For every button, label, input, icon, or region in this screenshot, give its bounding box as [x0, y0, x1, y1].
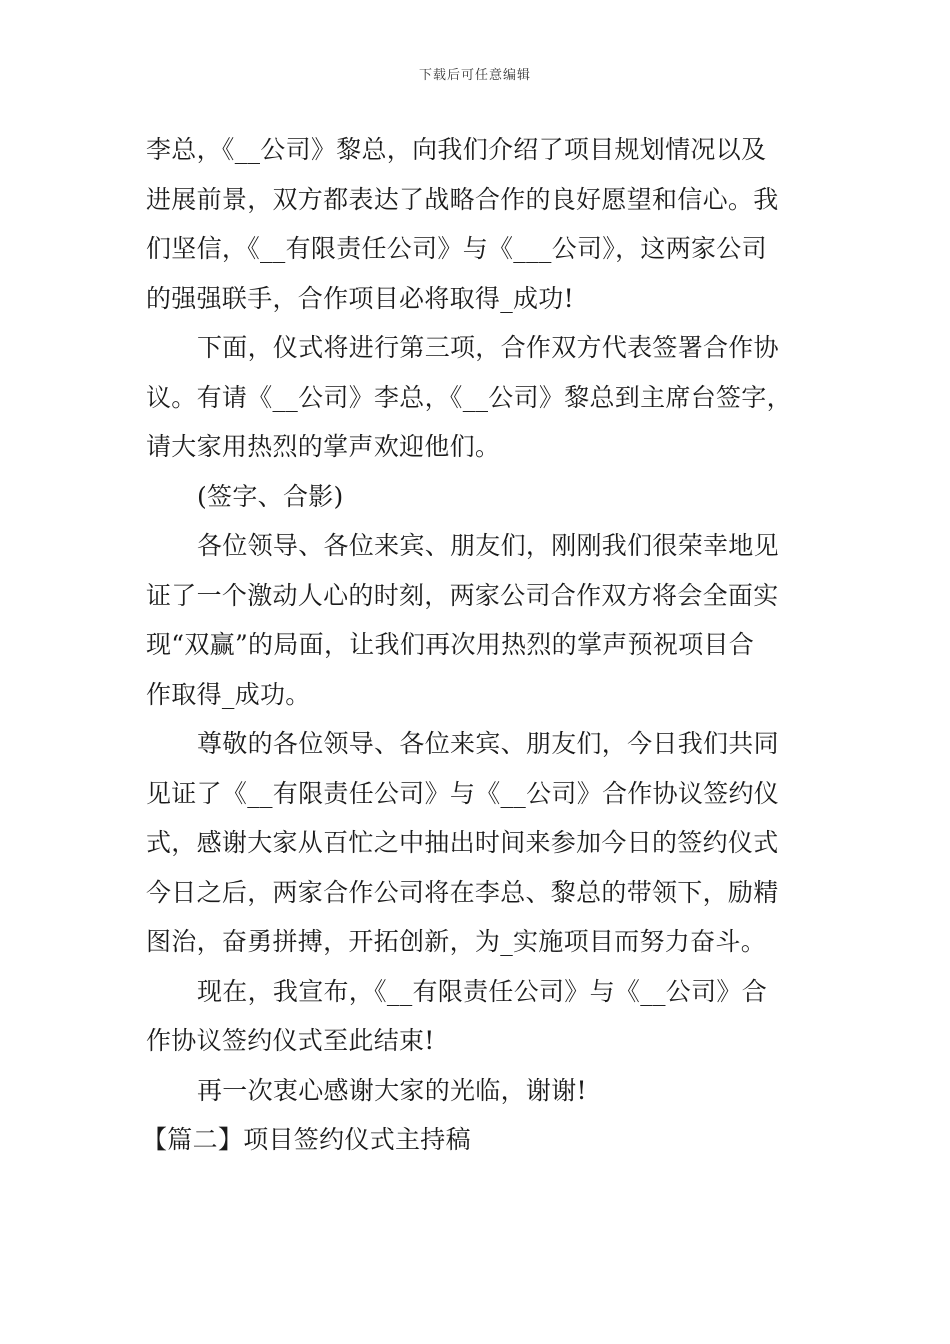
paragraph-start-line: 再一次衷心感谢大家的光临，谢谢! — [197, 1075, 587, 1105]
paragraph-start-line: 尊敬的各位领导、各位来宾、朋友们，今日我们共同 — [197, 729, 779, 758]
header-note: 下载后可任意编辑 — [418, 68, 531, 83]
paragraph-start-line: 各位领导、各位来宾、朋友们，刚刚我们很荣幸地见 — [197, 531, 779, 560]
text-line: 证了一个激动人心的时刻，两家公司合作双方将会全面实 — [146, 580, 779, 610]
text-line: 今日之后，两家合作公司将在李总、黎总的带领下，励精 — [146, 877, 779, 907]
text-line: 议。有请《__公司》李总，《__公司》黎总到主席台签字， — [146, 382, 792, 412]
text-line: 进展前景，双方都表达了战略合作的良好愿望和信心。我 — [146, 184, 779, 214]
paragraph-start-line: 下面，仪式将进行第三项，合作双方代表签署合作协 — [197, 333, 779, 362]
text-line: 图治，奋勇拼搏，开拓创新，为_实施项目而努力奋斗。 — [146, 927, 767, 956]
text-line: 现“双赢”的局面，让我们再次用热烈的掌声预祝项目合 — [146, 630, 755, 659]
stage-direction: (签字、合影) — [197, 481, 344, 511]
text-line: 们坚信，《__有限责任公司》与《___公司》，这两家公司 — [146, 234, 767, 263]
text-line: 请大家用热烈的掌声欢迎他们。 — [146, 432, 501, 461]
text-line: 见证了《__有限责任公司》与《__公司》合作协议签约仪 — [146, 778, 780, 808]
text-line: 作取得_成功。 — [146, 679, 311, 709]
text-line: 作协议签约仪式至此结束! — [146, 1026, 435, 1055]
paragraph-start-line: 现在，我宣布，《__有限责任公司》与《__公司》合 — [197, 976, 768, 1006]
text-line: 式，感谢大家从百忙之中抽出时间来参加今日的签约仪式 — [146, 828, 779, 857]
text-line: 李总，《__公司》黎总，向我们介绍了项目规划情况以及 — [146, 135, 767, 164]
section-heading: 【篇二】项目签约仪式主持稿 — [142, 1125, 471, 1154]
document-body — [142, 125, 808, 1165]
text-line: 的强强联手，合作项目必将取得_成功! — [146, 283, 574, 313]
